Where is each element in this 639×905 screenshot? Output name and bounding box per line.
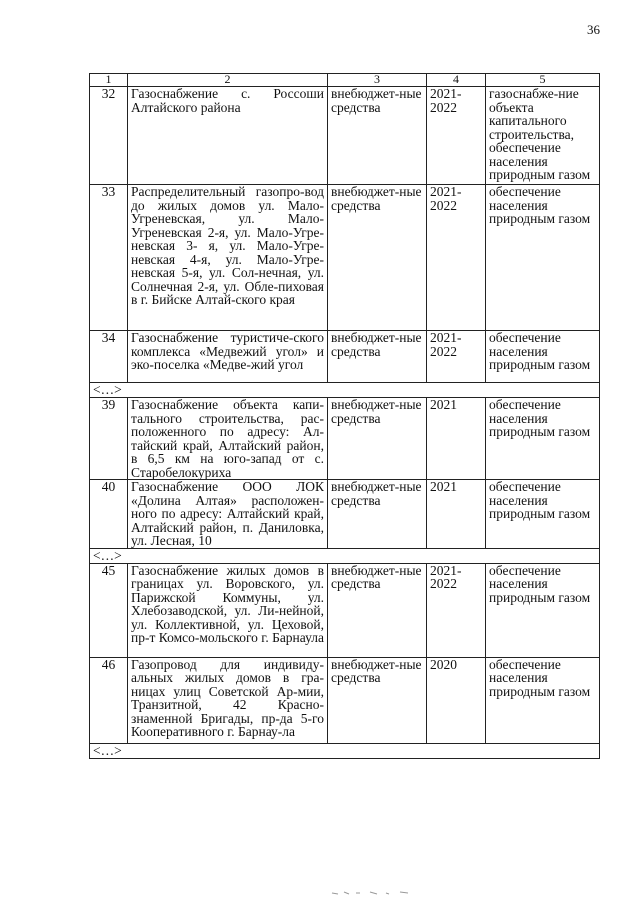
object-name: Газоснабжение ООО ЛОК «Долина Алтая» расположен-ного по адресу: Алтайский край, Алтайский район, п. Даниловка, ул. Лесная, 10 [128,480,328,549]
object-name: Газоснабжение с. Россоши Алтайского района [128,87,328,185]
expected-result: обеспечение населения природным газом [486,331,600,383]
omission-row [90,548,600,563]
implementation-years: 2021 [427,480,486,549]
implementation-years: 2021-2022 [427,87,486,185]
object-name: Газоснабжение туристиче-ского комплекса «Медвежий угол» и эко-поселка «Медве-жий угол [128,331,328,383]
omission-marker: <…> [90,383,600,398]
omission-marker: <…> [90,743,600,758]
implementation-years: 2021-2022 [427,563,486,657]
funding-source: внебюджет-ные средства [328,398,427,480]
table-row [90,480,600,549]
program-table [89,73,600,759]
table-row [90,398,600,480]
row-number: 46 [90,657,128,743]
funding-source: внебюджет-ные средства [328,657,427,743]
row-number: 40 [90,480,128,549]
table-row [90,331,600,383]
funding-source: внебюджет-ные средства [328,480,427,549]
row-number: 45 [90,563,128,657]
table-row [90,563,600,657]
funding-source: внебюджет-ные средства [328,87,427,185]
object-name: Газопровод для индивиду-альных жилых домов в гра-ницах улиц Советской Ар-мии, Транзитной, 42 Красно-знаменной Бригады, пр-да 5-го Кооперативного г. Барнау-ла [128,657,328,743]
table-header-row [90,74,600,87]
page-number: 36 [587,22,600,37]
table-row [90,87,600,185]
omission-marker: <…> [90,548,600,563]
table-row [90,657,600,743]
expected-result: газоснабже-ние объекта капитального строительства, обеспечение населения природным газом [486,87,600,185]
expected-result: обеспечение населения природным газом [486,480,600,549]
expected-result: обеспечение населения природным газом [486,185,600,331]
table-row [90,185,600,331]
implementation-years: 2021-2022 [427,331,486,383]
funding-source: внебюджет-ные средства [328,563,427,657]
implementation-years: 2020 [427,657,486,743]
expected-result: обеспечение населения природным газом [486,398,600,480]
scan-artifact [330,890,420,896]
row-number: 33 [90,185,128,331]
implementation-years: 2021 [427,398,486,480]
omission-row [90,383,600,398]
funding-source: внебюджет-ные средства [328,185,427,331]
row-number: 39 [90,398,128,480]
omission-row [90,743,600,758]
header-cell-5: 5 [486,74,600,87]
object-name: Газоснабжение жилых домов в границах ул. Воровского, ул. Парижской Коммуны, ул. Хлебозаводской, ул. Ли-нейной, ул. Коллективной, ул. Цеховой, пр-т Комсо-мольского г. Барнаула [128,563,328,657]
header-cell-1: 1 [90,74,128,87]
header-cell-3: 3 [328,74,427,87]
expected-result: обеспечение населения природным газом [486,657,600,743]
funding-source: внебюджет-ные средства [328,331,427,383]
row-number: 34 [90,331,128,383]
object-name: Распределительный газопро-вод до жилых домов ул. Мало-Угреневская, ул. Мало-Угреневская 2-я, ул. Мало-Угре-невская 3- я, ул. Мало-Угре-невская 4-я, ул. Мало-Угре-невская 5-я, ул. Сол-нечная, ул. Солнечная 2-я, ул. Обле-пиховая в г. Бийске Алтай-ского края [128,185,328,331]
expected-result: обеспечение населения природным газом [486,563,600,657]
header-cell-2: 2 [128,74,328,87]
object-name: Газоснабжение объекта капи-тального строительства, рас-положенного по адресу: Ал-тайский край, Алтайский район, в 6,5 км на юго-запад от с. Старобелокуриха [128,398,328,480]
header-cell-4: 4 [427,74,486,87]
implementation-years: 2021-2022 [427,185,486,331]
row-number: 32 [90,87,128,185]
